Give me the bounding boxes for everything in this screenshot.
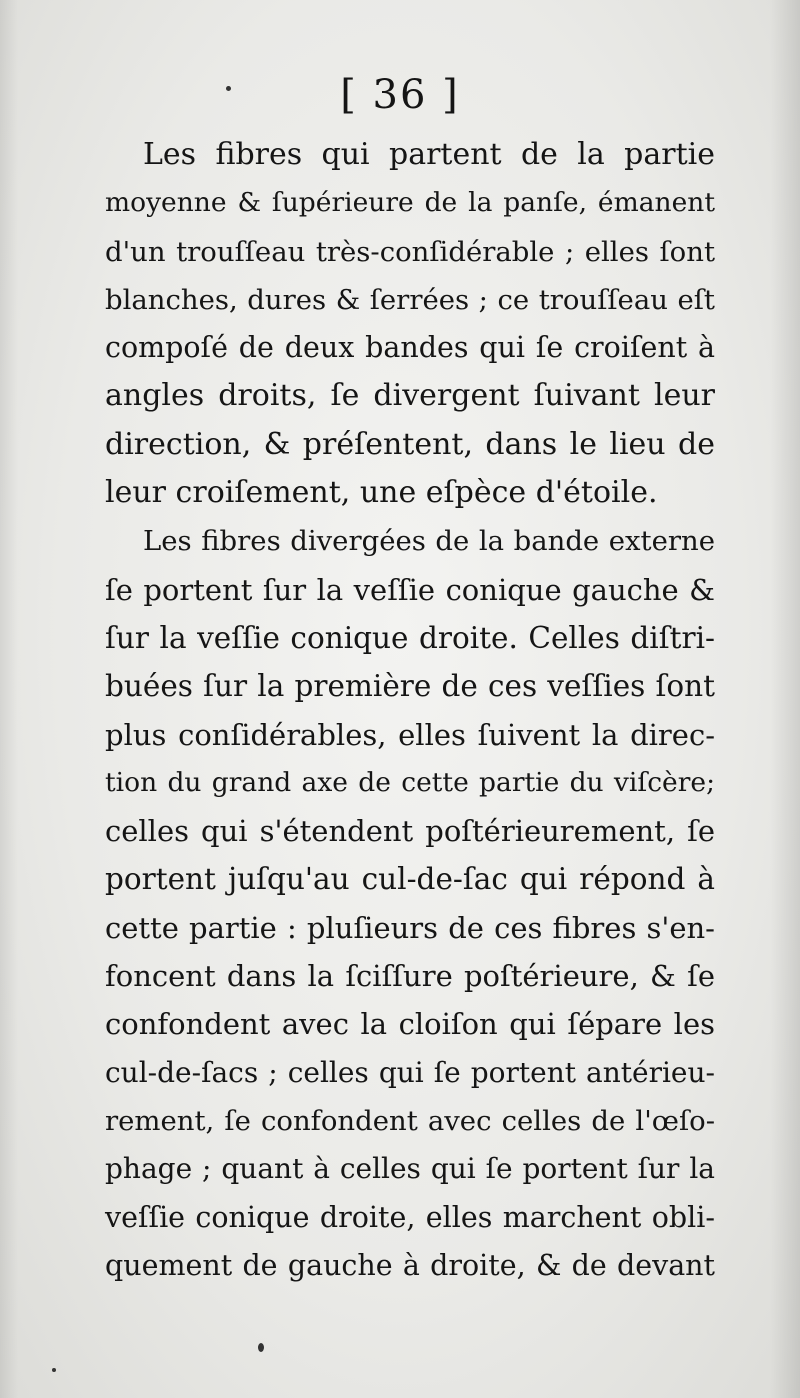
text-line: direction, & préſentent, dans le lieu de xyxy=(105,426,715,462)
text-line: confondent avec la cloiſon qui ſépare les xyxy=(105,1007,715,1042)
text-line: cul-de-ſacs ; celles qui ſe portent antérieu- xyxy=(105,1055,715,1089)
body-text xyxy=(105,131,715,1290)
text-line: rement, ſe confondent avec celles de l'œſo- xyxy=(105,1104,715,1137)
text-line: compoſé de deux bandes qui ſe croiſent à xyxy=(105,331,715,365)
text-line: moyenne & ſupérieure de la panſe, émanent xyxy=(105,187,715,219)
page-edge-shadow xyxy=(770,0,800,1398)
text-line: d'un trouſſeau très-conſidérable ; elles ſont xyxy=(105,235,715,268)
text-line: Les fibres qui partent de la partie xyxy=(143,137,715,172)
text-line: blanches, dures & ſerrées ; ce trouſſeau eſt xyxy=(105,283,715,316)
ink-speck xyxy=(52,1368,56,1372)
text-line: tion du grand axe de cette partie du viſcère; xyxy=(105,766,715,798)
text-line: leur croiſement, une eſpèce d'étoile. xyxy=(105,475,658,511)
page-number: [ 36 ] xyxy=(340,72,460,118)
text-line: plus conſidérables, elles ſuivent la direc- xyxy=(105,717,715,752)
text-line: foncent dans la ſciſſure poſtérieure, & ſe xyxy=(105,959,715,994)
ink-speck xyxy=(258,1343,264,1352)
text-line: ſur la veſſie conique droite. Celles diſtri- xyxy=(105,620,715,655)
ink-speck xyxy=(226,86,231,91)
text-line: portent juſqu'au cul-de-ſac qui répond à xyxy=(105,862,715,897)
text-line: quement de gauche à droite, & de devant xyxy=(105,1248,715,1282)
text-line: cette partie : pluſieurs de ces fibres s'en- xyxy=(105,910,715,945)
gutter-shadow xyxy=(0,0,18,1398)
text-line: veſſie conique droite, elles marchent obli- xyxy=(105,1200,715,1234)
text-line: buées ſur la première de ces veſſies ſont xyxy=(105,669,715,704)
text-line: angles droits, ſe divergent ſuivant leur xyxy=(105,378,715,414)
text-line: phage ; quant à celles qui ſe portent ſur la xyxy=(105,1152,715,1186)
text-line: Les fibres divergées de la bande externe xyxy=(143,525,715,558)
text-line: ſe portent ſur la veſſie conique gauche & xyxy=(105,572,715,607)
text-line: celles qui s'étendent poſtérieurement, ſe xyxy=(105,814,715,849)
